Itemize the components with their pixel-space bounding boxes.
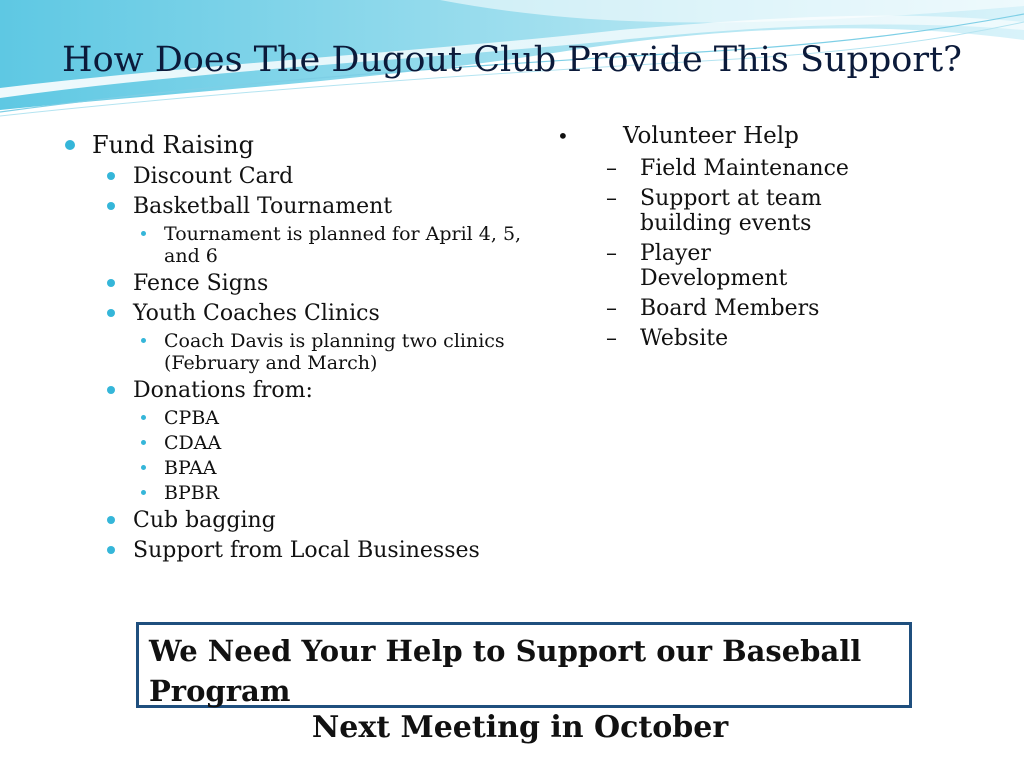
list-item: [555, 186, 855, 236]
list-item-text: Fence Signs: [133, 271, 269, 296]
list-item-text: Cub bagging: [133, 508, 276, 533]
list-item-text: BPBR: [164, 482, 220, 504]
list-item-text: Fund Raising: [92, 131, 254, 159]
dash-icon: –: [606, 296, 617, 321]
bullet-icon: [107, 172, 115, 180]
list-item: [555, 156, 855, 181]
list-item: [555, 326, 855, 351]
list-item: [62, 482, 522, 504]
list-item-text: Website: [640, 326, 729, 351]
bullet-icon: [107, 516, 115, 524]
list-item: [62, 270, 522, 297]
list-item: [62, 507, 522, 534]
list-item: [555, 241, 855, 291]
bullet-icon: [107, 546, 115, 554]
dash-icon: –: [606, 241, 617, 266]
dash-icon: –: [606, 156, 617, 181]
list-item: [62, 163, 522, 190]
list-item-text: BPAA: [164, 457, 217, 479]
list-item-text: Support from Local Businesses: [133, 538, 480, 563]
bullet-icon: [65, 140, 75, 150]
list-item-text: Player Development: [640, 241, 788, 291]
list-item-text: CPBA: [164, 407, 220, 429]
bullet-icon: [107, 202, 115, 210]
list-item: [62, 377, 522, 404]
list-item-text: Tournament is planned for April 4, 5, and 6: [164, 223, 522, 267]
list-item-text: Discount Card: [133, 164, 294, 189]
help-callout-box: We Need Your Help to Support our Baseball Program: [136, 622, 912, 708]
list-item-text: Coach Davis is planning two clinics (February and March): [164, 330, 505, 374]
fundraising-list: [62, 130, 522, 564]
bullet-icon: [141, 440, 146, 445]
list-item: [555, 296, 855, 321]
list-item-text: Donations from:: [133, 378, 313, 403]
bullet-icon: [141, 490, 146, 495]
bullet-icon: [141, 465, 146, 470]
next-meeting-text: Next Meeting in October: [311, 710, 729, 745]
list-item-text: Board Members: [640, 296, 820, 321]
slide-title: How Does The Dugout Club Provide This Support?: [62, 40, 962, 80]
list-item-text: Basketball Tournament: [133, 194, 393, 219]
list-item: [62, 223, 522, 267]
dash-icon: –: [606, 186, 617, 211]
bullet-icon: [107, 309, 115, 317]
list-item: [62, 432, 522, 454]
list-item: [62, 407, 522, 429]
bullet-icon: [107, 386, 115, 394]
list-item: [62, 193, 522, 220]
bullet-icon: [141, 231, 146, 236]
dash-icon: –: [606, 326, 617, 351]
list-item: [62, 330, 522, 374]
bullet-icon: •: [557, 124, 569, 148]
bullet-icon: [107, 279, 115, 287]
volunteer-list: [555, 121, 855, 351]
bullet-icon: [141, 338, 146, 343]
list-item-text: Support at team building events: [640, 186, 822, 236]
bullet-icon: [141, 415, 146, 420]
list-item-text: CDAA: [164, 432, 222, 454]
list-item-text: Youth Coaches Clinics: [133, 301, 380, 326]
list-item: [62, 457, 522, 479]
list-item: [62, 130, 522, 160]
volunteer-heading: Volunteer Help: [623, 123, 799, 149]
list-item: [62, 300, 522, 327]
list-item-text: Field Maintenance: [640, 156, 849, 181]
list-item: [62, 537, 522, 564]
volunteer-heading-row: [555, 121, 855, 151]
